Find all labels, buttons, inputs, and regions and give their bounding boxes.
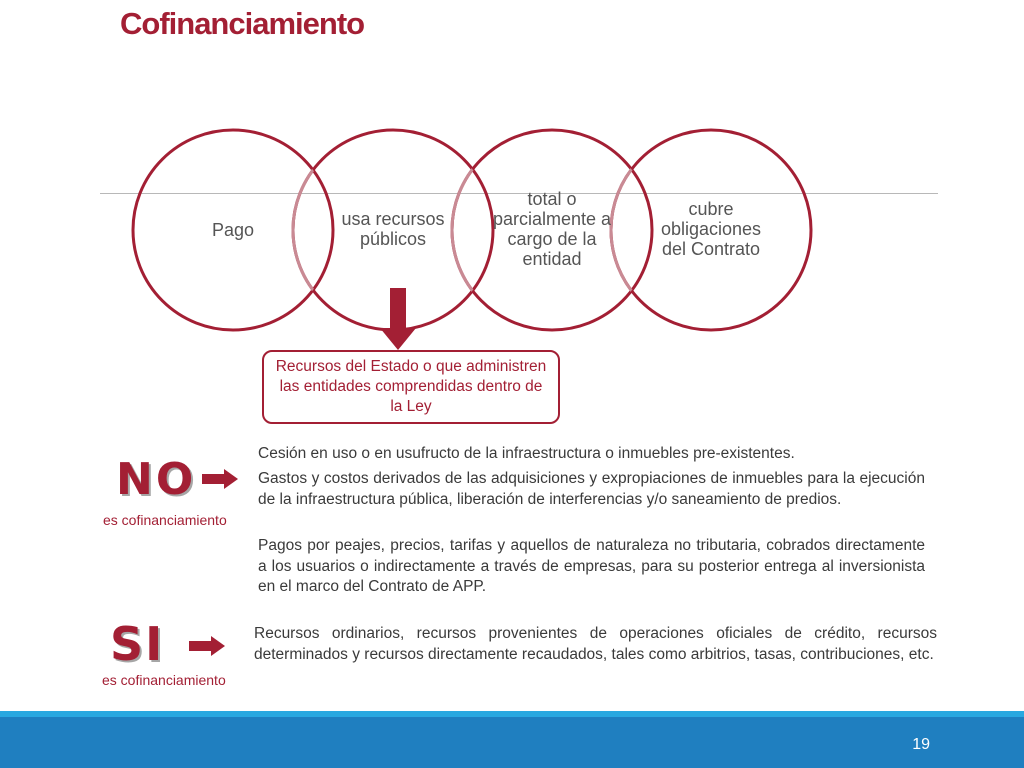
callout-box: Recursos del Estado o que administren las entidades comprendidas dentro de la Ley	[262, 350, 560, 424]
circle-label-contrato: cubre obligaciones del Contrato	[660, 199, 762, 259]
no-item-1: Cesión en uso o en usufructo de la infraestructura o inmuebles pre-existentes.	[258, 445, 795, 462]
page-number: 19	[912, 736, 930, 753]
no-label: es cofinanciamiento	[103, 512, 227, 528]
no-item-3: Pagos por peajes, precios, tarifas y aquellos de naturaleza no tributaria, cobrados directamente a los usuarios o indirectamente a través de empresas, para su posterior entrega al inversionista en el marco del Contrato de APP.	[258, 537, 925, 595]
page-title: Cofinanciamiento	[120, 6, 365, 41]
si-label: es cofinanciamiento	[102, 672, 226, 688]
circle-label-pago: Pago	[211, 220, 255, 240]
no-heading: NO	[116, 454, 197, 505]
footer-bar	[0, 717, 1024, 768]
right-arrow-icon	[202, 469, 238, 489]
circle-label-entidad: total o parcialmente a cargo de la entidad	[492, 189, 612, 269]
down-arrow-icon	[380, 288, 416, 350]
circle-label-recursos: usa recursos públicos	[341, 209, 445, 249]
no-item-2: Gastos y costos derivados de las adquisiciones y expropiaciones de inmuebles para la ejecución de la infraestructura pública, liberación de interferencias y/o saneamiento de predios.	[258, 470, 925, 508]
right-arrow-icon	[189, 636, 225, 656]
si-heading: SI	[110, 617, 165, 671]
si-text: Recursos ordinarios, recursos provenientes de operaciones oficiales de crédito, recursos determinados y recursos directamente recaudados, tales como arbitrios, tasas, contribuciones, etc.	[254, 625, 937, 663]
